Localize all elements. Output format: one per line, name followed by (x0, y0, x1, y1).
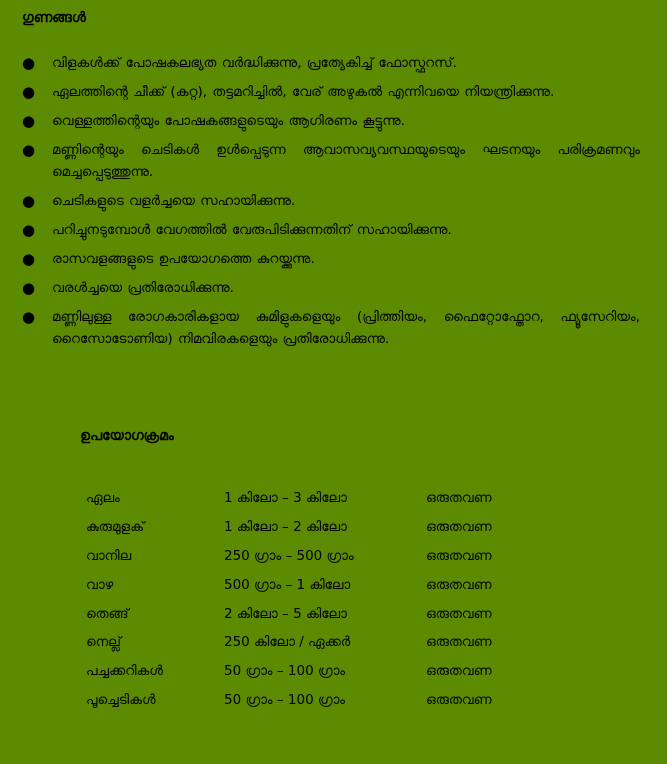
table-row (86, 628, 546, 657)
table-row (86, 484, 546, 513)
bullet-icon: ● (22, 192, 36, 210)
frequency-cell: ഒരുതവണ (426, 663, 492, 680)
table-row (86, 686, 546, 715)
table-row (86, 542, 546, 571)
usage-heading: ഉപയോഗക്രമം (80, 428, 174, 444)
list-item (0, 110, 667, 132)
bullet-icon: ● (22, 83, 36, 101)
quantity-cell: 50 ഗ്രാം – 100 ഗ്രാം (224, 663, 346, 680)
frequency-cell: ഒരുതവണ (426, 576, 492, 593)
list-item (0, 190, 667, 212)
bullet-icon: ● (22, 279, 36, 297)
benefit-text: വരൾച്ചയെ പ്രതിരോധിക്കുന്നു. (52, 280, 234, 296)
crop-cell: പൂച്ചെടികൾ (86, 691, 156, 708)
benefit-text: ഏലത്തിന്റെ ചീക്ക് (കറ്റ), തട്ടമറിച്ചിൽ, വേര് അഴുകൽ എന്നിവയെ നിയന്ത്രിക്കുന്നു. (52, 84, 555, 100)
crop-cell: വാഴ (86, 576, 114, 593)
quantity-cell: 2 കിലോ – 5 കിലോ (224, 605, 347, 622)
crop-cell: വാനില (86, 547, 132, 564)
list-item (0, 306, 667, 350)
table-row (86, 513, 546, 542)
quantity-cell: 250 കിലോ / ഏക്കർ (224, 634, 351, 651)
frequency-cell: ഒരുതവണ (426, 634, 492, 651)
list-item (0, 277, 667, 299)
table-row (86, 657, 546, 686)
bullet-icon: ● (22, 54, 36, 72)
crop-cell: ഏലം (86, 490, 120, 507)
frequency-cell: ഒരുതവണ (426, 490, 492, 507)
crop-cell: കുരുമുളക് (86, 519, 145, 536)
benefit-text: വെള്ളത്തിന്റെയും പോഷകങ്ങളുടെയും ആഗിരണം കൂട്ടുന്നു. (52, 113, 405, 129)
list-item (0, 248, 667, 270)
bullet-icon: ● (22, 112, 36, 130)
benefit-text: രാസവളങ്ങളുടെ ഉപയോഗത്തെ കുറയ്ക്കുന്നു. (52, 251, 315, 267)
crop-cell: നെല്ല് (86, 634, 121, 651)
quantity-cell: 250 ഗ്രാം – 500 ഗ്രാം (224, 547, 354, 564)
benefit-text: ചെടികളുടെ വളർച്ചയെ സഹായിക്കുന്നു. (52, 193, 296, 209)
crop-cell: പച്ചക്കറികൾ (86, 663, 163, 680)
list-item (0, 81, 667, 103)
benefit-text: പറിച്ചുനടുമ്പോൾ വേഗത്തിൽ വേരുപിടിക്കുന്നതിന് സഹായിക്കുന്നു. (52, 222, 452, 238)
benefit-text: വിളകൾക്ക് പോഷകലഭ്യത വർദ്ധിക്കുന്നു, പ്രത്യേകിച്ച് ഫോസ്ഫറസ്. (52, 55, 457, 71)
quantity-cell: 50 ഗ്രാം – 100 ഗ്രാം (224, 691, 346, 708)
benefits-list (0, 52, 667, 357)
list-item (0, 219, 667, 241)
bullet-icon: ● (22, 308, 36, 326)
table-row (86, 570, 546, 599)
frequency-cell: ഒരുതവണ (426, 691, 492, 708)
list-item (0, 52, 667, 74)
bullet-icon: ● (22, 141, 36, 159)
frequency-cell: ഒരുതവണ (426, 547, 492, 564)
bullet-icon: ● (22, 250, 36, 268)
list-item (0, 139, 667, 183)
frequency-cell: ഒരുതവണ (426, 605, 492, 622)
usage-table (86, 484, 546, 714)
benefit-text: മണ്ണിന്റെയും ചെടികൾ ഉൾപ്പെടുന്ന ആവാസവ്യവസ്ഥയുടെയും ഘടനയും പരിക്രമണവും മെച്ചപ്പെടുത്തുന്നു. (52, 142, 640, 180)
table-row (86, 599, 546, 628)
crop-cell: തെങ്ങ് (86, 605, 129, 622)
quantity-cell: 500 ഗ്രാം – 1 കിലോ (224, 576, 351, 593)
bullet-icon: ● (22, 221, 36, 239)
frequency-cell: ഒരുതവണ (426, 519, 492, 536)
benefits-heading: ഗുണങ്ങൾ (22, 10, 86, 26)
benefit-text: മണ്ണിലുള്ള രോഗകാരികളായ കുമിളുകളെയും (പ്രിത്തിയം, ഫൈറ്റോഫ്തോറ, ഫ്യൂസേറിയം, റൈസോടോണിയ) നിമവിരകളെയും പ്രതിരോധിക്കുന്നു. (52, 309, 640, 347)
quantity-cell: 1 കിലോ – 3 കിലോ (224, 490, 347, 507)
quantity-cell: 1 കിലോ – 2 കിലോ (224, 519, 347, 536)
